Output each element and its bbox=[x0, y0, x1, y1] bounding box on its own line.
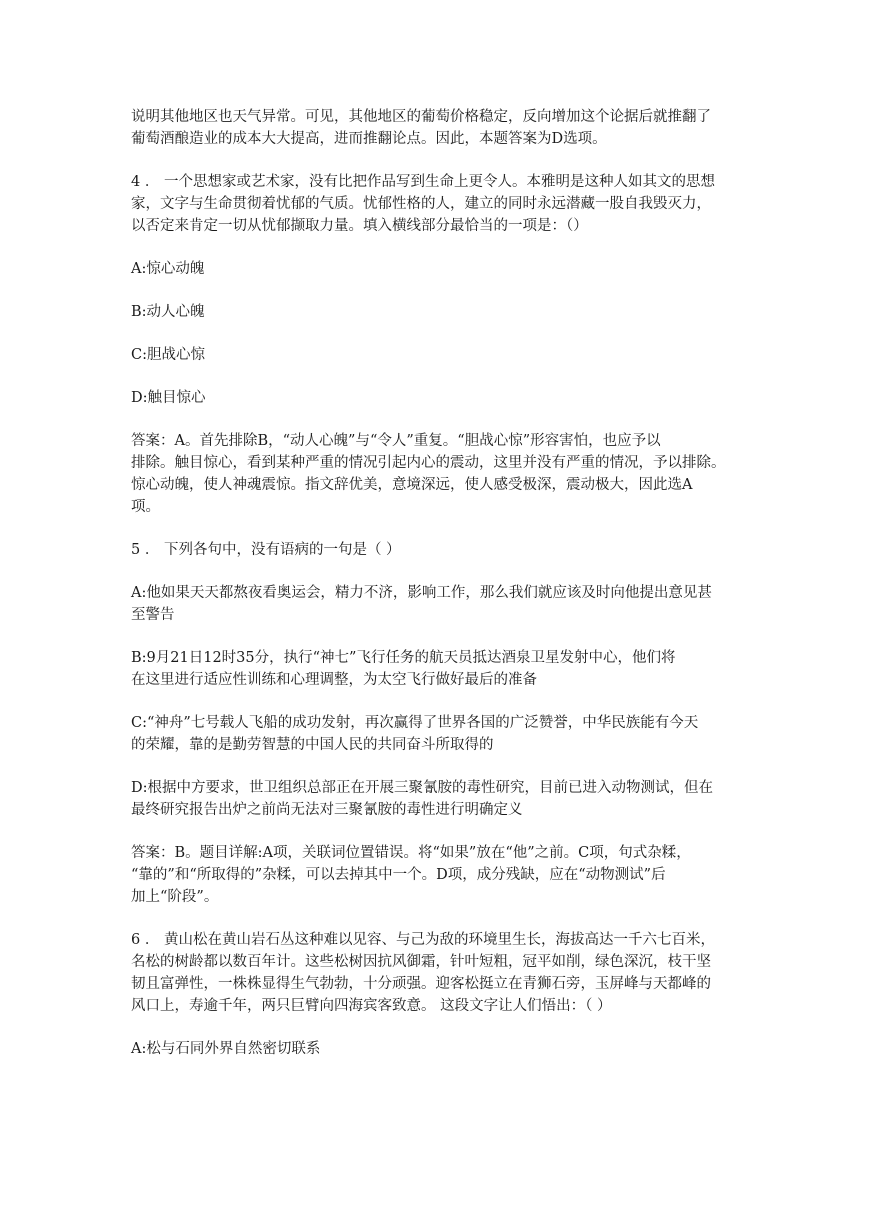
text-line: “靠的”和“所取得的”杂糅，可以去掉其中一个。D项，成分残缺，应在“动物测试”后 bbox=[131, 867, 666, 883]
text-line: 名松的树龄都以数百年计。这些松树因抗风御霜，针叶短粗，冠平如削，绿色深沉，枝干坚 bbox=[131, 954, 711, 970]
text-line: 项。 bbox=[131, 499, 160, 515]
text-line: 在这里进行适应性训练和心理调整，为太空飞行做好最后的准备 bbox=[131, 672, 537, 688]
question-5-answer bbox=[131, 842, 741, 908]
text-line: 风口上，寿逾千年，两只巨臂向四海宾客致意。 这段文字让人们悟出：（ ） bbox=[131, 998, 612, 1014]
question-6-stem bbox=[131, 929, 741, 1017]
question-5-option-c bbox=[131, 712, 741, 756]
text-line: 说明其他地区也天气异常。可见，其他地区的葡萄价格稳定，反向增加这个论据后就推翻了 bbox=[131, 109, 711, 125]
text-line: 答案：B。题目详解:A项，关联词位置错误。将“如果”放在“他”之前。C项，句式杂糅， bbox=[131, 845, 691, 861]
text-line: 家，文字与生命贯彻着忧郁的气质。忧郁性格的人，建立的同时永远潜藏一股自我毁灭力， bbox=[131, 196, 711, 212]
text-line: 排除。触目惊心，看到某种严重的情况引起内心的震动，这里并没有严重的情况，予以排除。 bbox=[131, 455, 726, 471]
question-6-option-a: A:松与石同外界自然密切联系 bbox=[131, 1041, 321, 1057]
paragraph-previous-answer-tail bbox=[131, 106, 741, 150]
text-line: 6 ． 黄山松在黄山岩石丛这种难以见容、与己为敌的环境里生长，海拔高达一千六七百米， bbox=[131, 932, 715, 948]
question-5-option-a bbox=[131, 582, 741, 626]
question-4-option-d: D:触目惊心 bbox=[131, 390, 206, 406]
text-line: 5 ． 下列各句中，没有语病的一句是（ ） bbox=[131, 542, 401, 558]
text-line: 韧且富弹性，一株株显得生气勃勃，十分顽强。迎客松挺立在青狮石旁，玉屏峰与天都峰的 bbox=[131, 976, 711, 992]
text-line: 答案：A。首先排除B，“动人心魄”与“令人”重复。“胆战心惊”形容害怕，也应予以 bbox=[131, 433, 661, 449]
text-line: A:他如果天天都熬夜看奥运会，精力不济，影响工作，那么我们就应该及时向他提出意见甚 bbox=[131, 585, 712, 601]
text-line: 葡萄酒酿造业的成本大大提高，进而推翻论点。因此，本题答案为D选项。 bbox=[131, 131, 607, 147]
question-4-answer bbox=[131, 430, 741, 518]
question-5-option-d bbox=[131, 777, 741, 821]
text-line: 4 ． 一个思想家或艺术家，没有比把作品写到生命上更令人。本雅明是这种人如其文的思想 bbox=[131, 174, 715, 190]
text-line: D:根据中方要求，世卫组织总部正在开展三聚氰胺的毒性研究，目前已进入动物测试，但在 bbox=[131, 780, 714, 796]
text-line: C:“神舟”七号载人飞船的成功发射，再次赢得了世界各国的广泛赞誉，中华民族能有今天 bbox=[131, 715, 699, 731]
text-line: 的荣耀，靠的是勤劳智慧的中国人民的共同奋斗所取得的 bbox=[131, 737, 494, 753]
document-page bbox=[131, 106, 741, 1081]
question-4-option-b: B:动人心魄 bbox=[131, 304, 205, 320]
question-5-stem bbox=[131, 539, 741, 561]
question-4-option-c: C:胆战心惊 bbox=[131, 347, 205, 363]
text-line: 最终研究报告出炉之前尚无法对三聚氰胺的毒性进行明确定义 bbox=[131, 802, 523, 818]
text-line: 惊心动魄，使人神魂震惊。指文辞优美，意境深远，使人感受极深，震动极大，因此选A bbox=[131, 477, 693, 493]
text-line: B:9月21日12时35分，执行“神七”飞行任务的航天员抵达酒泉卫星发射中心，他们将 bbox=[131, 650, 676, 666]
text-line: 以否定来肯定一切从忧郁撷取力量。填入横线部分最恰当的一项是：（） bbox=[131, 218, 588, 234]
question-4-stem bbox=[131, 171, 741, 237]
text-line: 至警告 bbox=[131, 607, 175, 623]
question-4-option-a: A:惊心动魄 bbox=[131, 261, 205, 277]
question-5-option-b bbox=[131, 647, 741, 691]
text-line: 加上“阶段”。 bbox=[131, 889, 219, 905]
